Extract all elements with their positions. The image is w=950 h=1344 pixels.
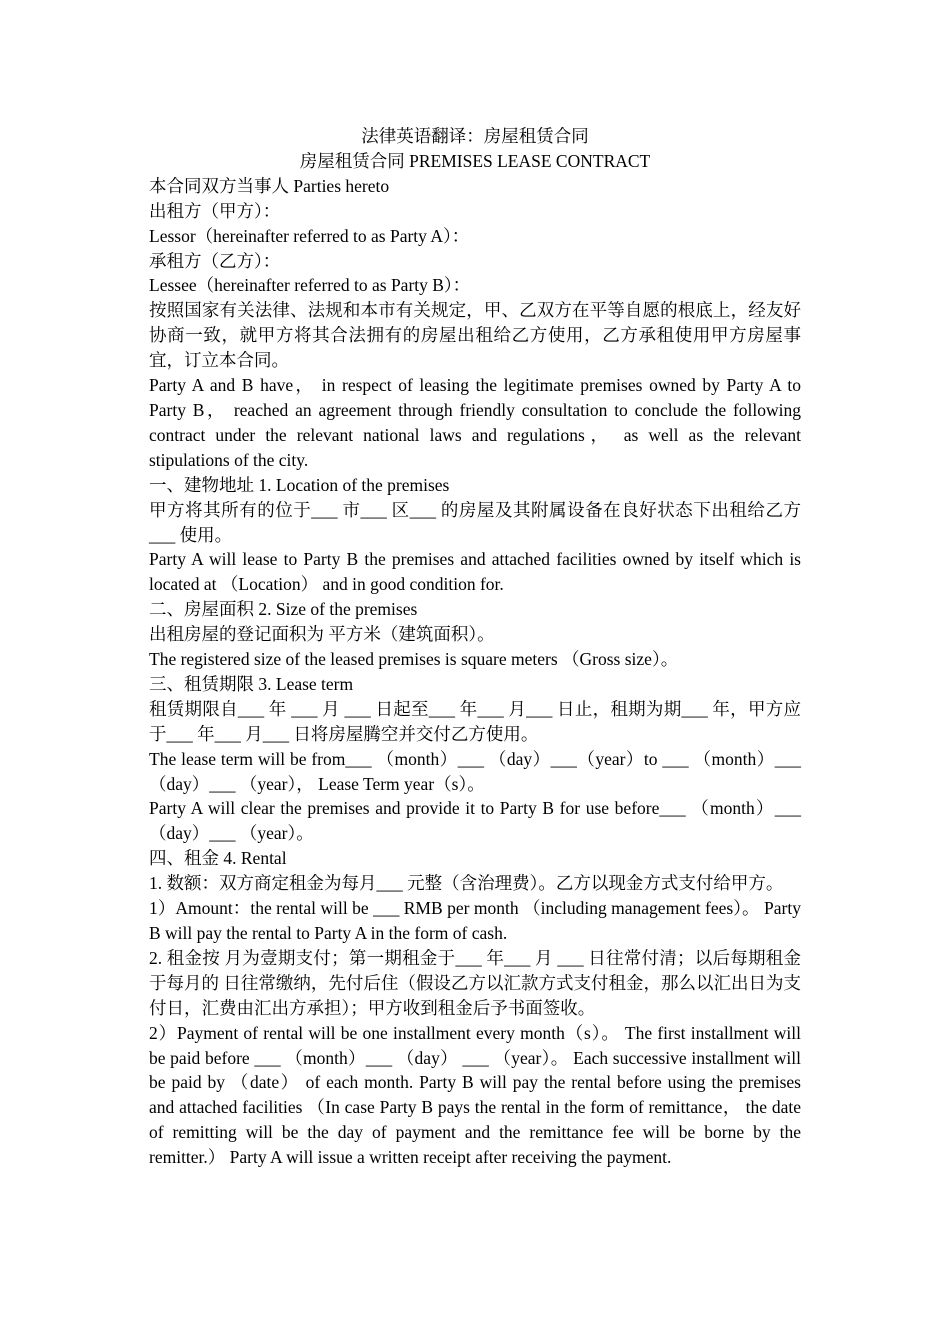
lessor-en-label: Lessor（hereinafter referred to as Party A）：	[149, 225, 470, 246]
parties-heading: 本合同双方当事人 Parties hereto	[149, 175, 390, 196]
lessee-cn-label: 承租方（乙方）：	[149, 250, 281, 271]
section-2-cn: 出租房屋的登记面积为 平方米（建筑面积）。	[149, 624, 495, 645]
preamble-en: Party A and B have， in respect of leasing the legitimate premises owned by Party A to Party B， reached an agreement through friendly consultation to conclude the following contract under the relevant national laws and regulations， as well as the relevant stipulations of the city.	[149, 375, 801, 470]
section-3-cn: 租赁期限自___ 年 ___ 月 ___ 日起至___ 年___ 月___ 日止，租期为期___ 年，甲方应于___ 年___ 月___ 日将房屋腾空并交付乙方使用。	[149, 698, 801, 744]
section-1-heading: 一、建物地址 1. Location of the premises	[149, 474, 450, 495]
section-4-1-cn: 1. 数额：双方商定租金为每月___ 元整（含治理费）。乙方以现金方式支付给甲方。	[149, 873, 784, 894]
document-body	[149, 124, 801, 1170]
section-3-en-clear: Party A will clear the premises and provide it to Party B for use before___ （month）___ （day）___ （year）。	[149, 798, 801, 844]
lessee-en-label: Lessee（hereinafter referred to as Party B）：	[149, 275, 471, 296]
document-subtitle: 房屋租赁合同 PREMISES LEASE CONTRACT	[299, 150, 651, 171]
section-2-en: The registered size of the leased premises is square meters （Gross size）。	[149, 649, 679, 670]
document-title: 法律英语翻译：房屋租赁合同	[361, 126, 589, 146]
section-1-cn: 甲方将其所有的位于___ 市___ 区___ 的房屋及其附属设备在良好状态下出租给乙方___ 使用。	[149, 499, 801, 545]
section-2-heading: 二、房屋面积 2. Size of the premises	[149, 599, 418, 620]
section-4-2-en: 2）Payment of rental will be one installment every month（s）。 The first installment will be paid before ___ （month）___ （day） ___ （year）。 Each successive installment will be paid by （date） of each month. Party B will pay the rental before using the premises and attached facilities （In case Party B pays the rental in the form of remittance， the date of remitting will be the day of payment and the remittance fee will be borne by the remitter.） Party A will issue a written receipt after receiving the payment.	[149, 1022, 801, 1168]
section-1-en: Party A will lease to Party B the premises and attached facilities owned by itself which is located at （Location） and in good condition for.	[149, 549, 801, 595]
section-3-heading: 三、租赁期限 3. Lease term	[149, 673, 354, 694]
section-4-1-en: 1）Amount：the rental will be ___ RMB per month （including management fees）。 Party B will pay the rental to Party A in the form of cash.	[149, 898, 801, 943]
section-4-heading: 四、租金 4. Rental	[149, 848, 287, 869]
lessor-cn-label: 出租方（甲方）：	[149, 200, 281, 221]
section-3-en-term: The lease term will be from___ （month）___ （day）___（year）to ___ （month）___ （day）___ （year）， Lease Term year（s）。	[149, 748, 801, 794]
preamble-cn: 按照国家有关法律、法规和本市有关规定，甲、乙双方在平等自愿的根底上，经友好协商一致，就甲方将其合法拥有的房屋出租给乙方使用，乙方承租使用甲方房屋事宜，订立本合同。	[149, 300, 801, 371]
section-4-2-cn: 2. 租金按 月为壹期支付；第一期租金于___ 年___ 月 ___ 日往常付清；以后每期租金于每月的 日往常缴纳，先付后住（假设乙方以汇款方式支付租金，那么以汇出日为支付日，汇费由汇出方承担）；甲方收到租金后予书面签收。	[149, 947, 801, 1018]
